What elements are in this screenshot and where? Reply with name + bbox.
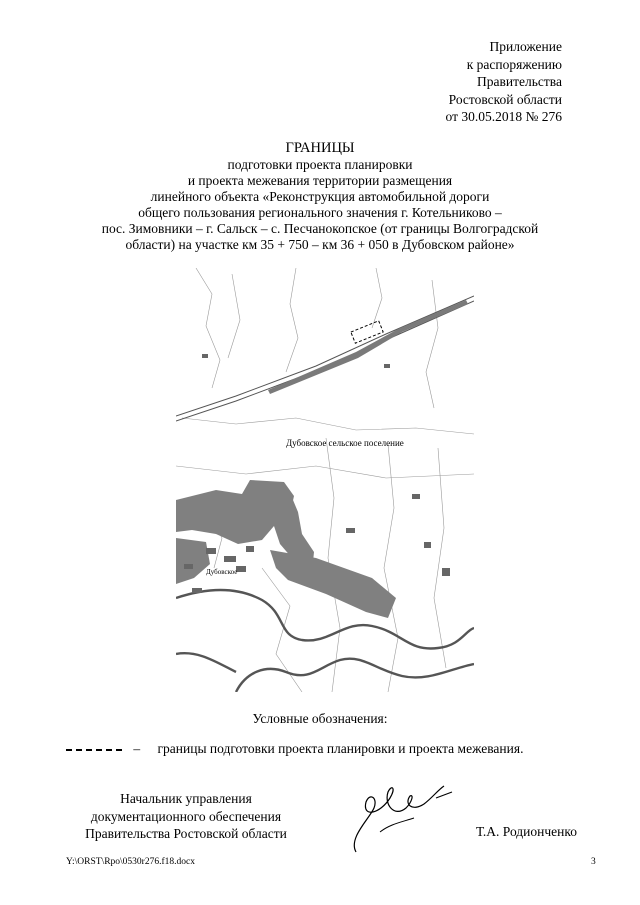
footer-page-number: 3 [591, 857, 596, 867]
map-settlement-blocks [184, 354, 450, 593]
title-line: подготовки проекта планировки [227, 157, 413, 172]
title-line: линейного объекта «Реконструкция автомобильной дороги [150, 189, 490, 204]
appendix-line: Ростовской области [448, 91, 562, 107]
position-line: Начальник управления [120, 791, 252, 806]
appendix-line: Приложение [489, 39, 562, 54]
map-roads [176, 296, 474, 421]
appendix-block [342, 38, 562, 126]
appendix-line: Правительства [477, 74, 562, 89]
position-line: документационного обеспечения [90, 808, 282, 824]
map-river [176, 590, 474, 692]
project-boundary-dashed [351, 321, 383, 343]
dashed-line-symbol [66, 749, 122, 751]
appendix-line: к распоряжению [466, 56, 562, 72]
map-highlighted-road-strip [268, 300, 468, 394]
legend-dash-separator: – [133, 741, 141, 756]
legend-item-text: границы подготовки проекта планировки и проекта межевания. [157, 741, 524, 756]
signature-position [66, 790, 306, 843]
map-background-linework [176, 268, 474, 692]
title-line: области) на участке км 35 + 750 – км 36 + 050 в Дубовском районе» [125, 237, 515, 252]
handwritten-signature [340, 778, 460, 860]
position-line: Правительства Ростовской области [85, 826, 287, 841]
signer-name: Т.А. Родионченко [476, 824, 577, 839]
title-line: и проекта межевания территории размещения [187, 173, 453, 188]
map-label-settlement: Дубовское сельское поселение [286, 438, 404, 448]
appendix-line: от 30.05.2018 № 276 [445, 109, 562, 124]
boundary-map [176, 268, 474, 692]
title-line: общего пользования регионального значения г. Котельниково – [138, 205, 502, 220]
map-label-village: Дубовское [206, 568, 238, 576]
title-heading: ГРАНИЦЫ [285, 140, 355, 156]
legend-item [66, 741, 523, 757]
legend-heading: Условные обозначения: [252, 711, 388, 726]
document-title [0, 140, 640, 253]
footer-file-path: Y:\ORST\Rpo\0530r276.f18.docx [66, 857, 195, 867]
title-line: пос. Зимовники – г. Сальск – с. Песчанокопское (от границы Волгоградской [101, 221, 539, 236]
